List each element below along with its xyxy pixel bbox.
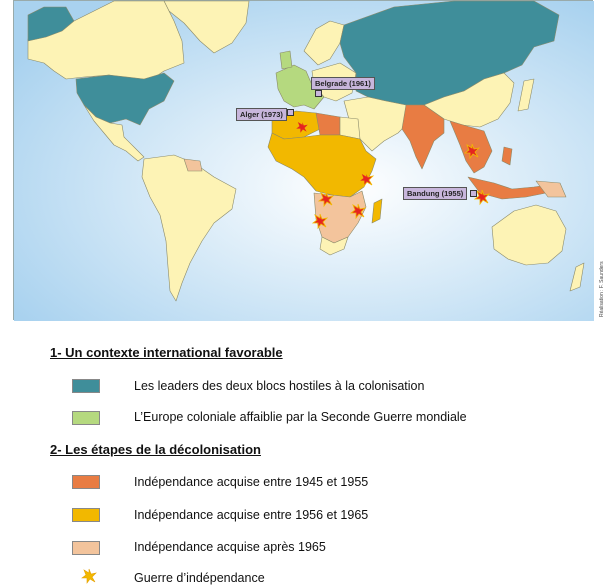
city-label-belgrade: Belgrade (1961) (311, 77, 375, 90)
city-label-bandung: Bandung (1955) (403, 187, 467, 200)
legend-swatch-superpowers (72, 379, 100, 393)
legend-swatch-1956-1965 (72, 508, 100, 522)
explosion-star-icon (80, 569, 98, 583)
uk (280, 51, 292, 69)
city-marker-belgrade (315, 90, 322, 97)
legend-label-europe: L’Europe coloniale affaiblie par la Seconde Guerre mondiale (134, 410, 467, 424)
legend-swatch-europe (72, 411, 100, 425)
map-canvas (14, 1, 594, 321)
legend-label-1956-1965: Indépendance acquise entre 1956 et 1965 (134, 508, 369, 522)
legend-swatch-1945-1955 (72, 475, 100, 489)
libya (316, 113, 340, 135)
legend-label-conflict: Guerre d’indépendance (134, 571, 265, 585)
decolonization-world-map (13, 0, 605, 320)
legend-label-1945-1955: Indépendance acquise entre 1945 et 1955 (134, 475, 369, 489)
legend-section-2-title: 2- Les étapes de la décolonisation (50, 442, 261, 457)
legend-label-after-1965: Indépendance acquise après 1965 (134, 540, 326, 554)
legend-label-superpowers: Les leaders des deux blocs hostiles à la colonisation (134, 379, 425, 393)
city-label-alger: Alger (1973) (236, 108, 287, 121)
map-credit: Réalisation : F. Saunders (599, 261, 605, 317)
city-marker-bandung (470, 190, 477, 197)
legend-section-1-title: 1- Un contexte international favorable (50, 345, 283, 360)
legend-swatch-after-1965 (72, 541, 100, 555)
city-marker-alger (287, 109, 294, 116)
